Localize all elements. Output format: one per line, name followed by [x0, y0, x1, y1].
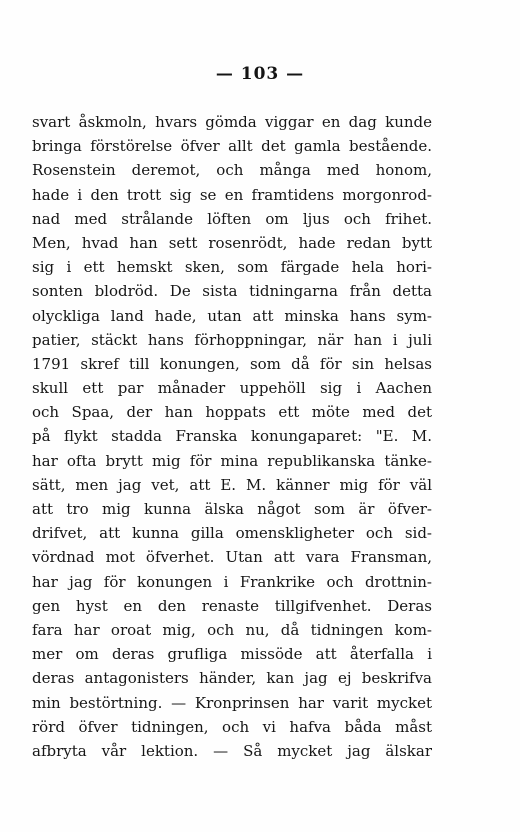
- text-line: gen hyst en den renaste tillgifvenhet. Deras: [32, 596, 432, 615]
- text-line: Men, hvad han sett rosenrödt, hade redan bytt: [32, 233, 432, 252]
- text-line: har jag för konungen i Frankrike och drottnin-: [32, 572, 432, 591]
- text-line: vördnad mot öfverhet. Utan att vara Fransman,: [32, 548, 432, 567]
- text-line: Rosenstein deremot, och många med honom,: [32, 161, 432, 180]
- text-line: nad med strålande löften om ljus och frihet.: [32, 209, 432, 228]
- text-line: olyckliga land hade, utan att minska hans sym-: [32, 306, 432, 325]
- text-line: och Spaa, der han hoppats ett möte med det: [32, 403, 432, 422]
- text-line: 1791 skref till konungen, som då för sin helsas: [32, 354, 432, 373]
- text-line: rörd öfver tidningen, och vi hafva båda måst: [32, 717, 432, 736]
- text-line: skull ett par månader uppehöll sig i Aachen: [32, 379, 432, 398]
- text-line: sig i ett hemskt sken, som färgade hela hori-: [32, 258, 432, 277]
- text-line: min bestörtning. — Kronprinsen har varit mycket: [32, 693, 432, 712]
- text-line: mer om deras grufliga missöde att återfalla i: [32, 645, 432, 664]
- text-line: hade i den trott sig se en framtidens morgonrod-: [32, 185, 432, 204]
- text-line: att tro mig kunna älska något som är öfver-: [32, 500, 432, 518]
- text-line: har ofta brytt mig för mina republikanska tänke-: [32, 451, 432, 470]
- page-number-header: — 103 —: [215, 64, 305, 84]
- text-line: på flykt stadda Franska konungaparet: "E. M.: [32, 427, 432, 446]
- text-line: drifvet, att kunna gilla omenskligheter och sid-: [32, 524, 432, 543]
- text-line: fara har oroat mig, och nu, då tidningen kom-: [32, 620, 432, 639]
- text-line: sätt, men jag vet, att E. M. känner mig för väl: [32, 475, 432, 494]
- text-line: afbryta vår lektion. — Så mycket jag älskar: [32, 741, 432, 760]
- text-line: sonten blodröd. De sista tidningarna från detta: [32, 282, 432, 301]
- text-line: svart åskmoln, hvars gömda viggar en dag kunde: [32, 113, 432, 131]
- text-line: bringa förstörelse öfver allt det gamla bestående.: [32, 137, 432, 156]
- body-text: [32, 110, 432, 763]
- text-line: deras antagonisters händer, kan jag ej beskrifva: [32, 669, 432, 688]
- text-line: patier, stäckt hans förhoppningar, när han i juli: [32, 330, 432, 349]
